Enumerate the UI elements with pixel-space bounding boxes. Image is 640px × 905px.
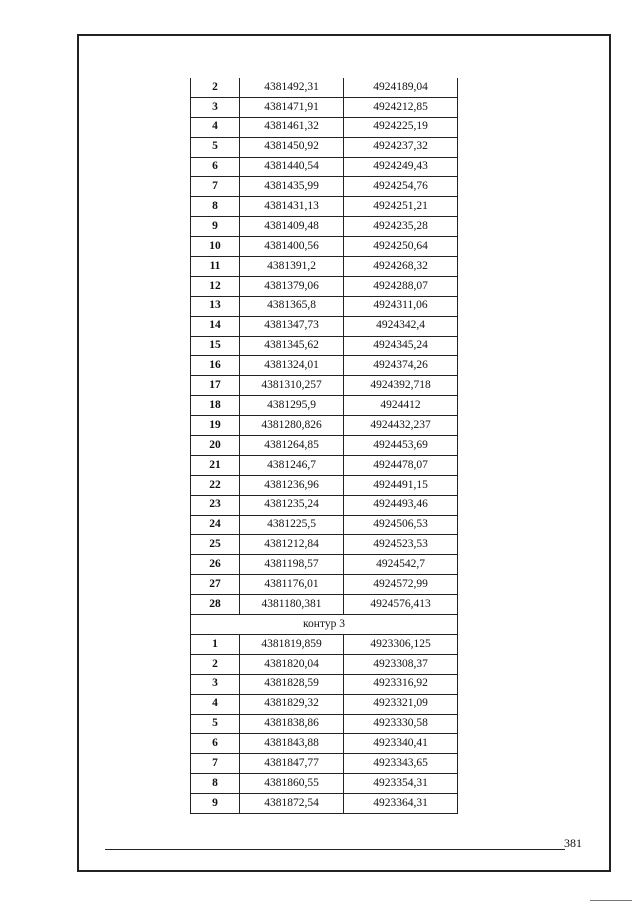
table-row [191,436,458,456]
table-row [191,177,458,197]
y-coordinate-cell: 4924342,4 [344,316,458,336]
y-coordinate-cell: 4924237,32 [344,137,458,157]
y-coordinate-cell: 4924345,24 [344,336,458,356]
point-number-cell: 3 [191,97,240,117]
point-number-cell: 7 [191,177,240,197]
point-number-cell: 9 [191,794,240,814]
x-coordinate-cell: 4381246,7 [240,455,344,475]
y-coordinate-cell: 4924412 [344,396,458,416]
y-coordinate-cell: 4924250,64 [344,237,458,257]
point-number-cell: 21 [191,455,240,475]
point-number-cell: 27 [191,575,240,595]
point-number-cell: 18 [191,396,240,416]
table-row [191,78,458,97]
x-coordinate-cell: 4381440,54 [240,157,344,177]
y-coordinate-cell: 4924506,53 [344,515,458,535]
table-row [191,416,458,436]
table-row [191,137,458,157]
point-number-cell: 26 [191,555,240,575]
table-row [191,336,458,356]
y-coordinate-cell: 4924572,99 [344,575,458,595]
table-row [191,117,458,137]
y-coordinate-cell: 4924235,28 [344,217,458,237]
y-coordinate-cell: 4924392,718 [344,376,458,396]
point-number-cell: 28 [191,595,240,615]
point-number-cell: 11 [191,257,240,277]
point-number-cell: 20 [191,436,240,456]
point-number-cell: 22 [191,475,240,495]
point-number-cell: 24 [191,515,240,535]
y-coordinate-cell: 4923306,125 [344,634,458,654]
x-coordinate-cell: 4381180,381 [240,595,344,615]
coordinates-table-body [191,78,458,813]
x-coordinate-cell: 4381280,826 [240,416,344,436]
table-row [191,654,458,674]
x-coordinate-cell: 4381391,2 [240,257,344,277]
x-coordinate-cell: 4381176,01 [240,575,344,595]
table-row [191,396,458,416]
y-coordinate-cell: 4923343,65 [344,754,458,774]
x-coordinate-cell: 4381225,5 [240,515,344,535]
table-row [191,296,458,316]
point-number-cell: 5 [191,137,240,157]
x-coordinate-cell: 4381860,55 [240,774,344,794]
x-coordinate-cell: 4381409,48 [240,217,344,237]
table-row [191,515,458,535]
table-row [191,634,458,654]
point-number-cell: 9 [191,217,240,237]
y-coordinate-cell: 4924249,43 [344,157,458,177]
x-coordinate-cell: 4381435,99 [240,177,344,197]
y-coordinate-cell: 4923308,37 [344,654,458,674]
point-number-cell: 8 [191,774,240,794]
x-coordinate-cell: 4381345,62 [240,336,344,356]
point-number-cell: 23 [191,495,240,515]
table-row [191,97,458,117]
x-coordinate-cell: 4381264,85 [240,436,344,456]
x-coordinate-cell: 4381198,57 [240,555,344,575]
y-coordinate-cell: 4924542,7 [344,555,458,575]
x-coordinate-cell: 4381235,24 [240,495,344,515]
y-coordinate-cell: 4923321,09 [344,694,458,714]
y-coordinate-cell: 4924254,76 [344,177,458,197]
y-coordinate-cell: 4924491,15 [344,475,458,495]
point-number-cell: 2 [191,654,240,674]
y-coordinate-cell: 4924453,69 [344,436,458,456]
x-coordinate-cell: 4381365,8 [240,296,344,316]
x-coordinate-cell: 4381450,92 [240,137,344,157]
x-coordinate-cell: 4381872,54 [240,794,344,814]
point-number-cell: 10 [191,237,240,257]
point-number-cell: 13 [191,296,240,316]
x-coordinate-cell: 4381461,32 [240,117,344,137]
table-row [191,734,458,754]
table-row [191,356,458,376]
table-row [191,595,458,615]
x-coordinate-cell: 4381492,31 [240,78,344,97]
table-row [191,555,458,575]
point-number-cell: 4 [191,694,240,714]
y-coordinate-cell: 4924432,237 [344,416,458,436]
y-coordinate-cell: 4923340,41 [344,734,458,754]
point-number-cell: 17 [191,376,240,396]
table-row [191,237,458,257]
point-number-cell: 2 [191,78,240,97]
table-row [191,157,458,177]
y-coordinate-cell: 4923364,31 [344,794,458,814]
table-row [191,197,458,217]
table-row [191,257,458,277]
y-coordinate-cell: 4924212,85 [344,97,458,117]
x-coordinate-cell: 4381471,91 [240,97,344,117]
y-coordinate-cell: 4924268,32 [344,257,458,277]
table-row [191,774,458,794]
y-coordinate-cell: 4924576,413 [344,595,458,615]
table-row [191,714,458,734]
x-coordinate-cell: 4381347,73 [240,316,344,336]
point-number-cell: 14 [191,316,240,336]
x-coordinate-cell: 4381847,77 [240,754,344,774]
footer-rule [105,849,565,850]
x-coordinate-cell: 4381829,32 [240,694,344,714]
point-number-cell: 4 [191,117,240,137]
x-coordinate-cell: 4381838,86 [240,714,344,734]
x-coordinate-cell: 4381212,84 [240,535,344,555]
table-row [191,455,458,475]
x-coordinate-cell: 4381379,06 [240,276,344,296]
x-coordinate-cell: 4381400,56 [240,237,344,257]
x-coordinate-cell: 4381431,13 [240,197,344,217]
x-coordinate-cell: 4381236,96 [240,475,344,495]
point-number-cell: 12 [191,276,240,296]
y-coordinate-cell: 4924311,06 [344,296,458,316]
x-coordinate-cell: 4381819,859 [240,634,344,654]
y-coordinate-cell: 4924478,07 [344,455,458,475]
section-row [191,615,458,635]
table-row [191,575,458,595]
table-row [191,794,458,814]
corner-line [590,900,632,901]
point-number-cell: 15 [191,336,240,356]
y-coordinate-cell: 4923330,58 [344,714,458,734]
x-coordinate-cell: 4381295,9 [240,396,344,416]
y-coordinate-cell: 4923316,92 [344,674,458,694]
x-coordinate-cell: 4381843,88 [240,734,344,754]
point-number-cell: 1 [191,634,240,654]
y-coordinate-cell: 4924288,07 [344,276,458,296]
y-coordinate-cell: 4924251,21 [344,197,458,217]
y-coordinate-cell: 4924225,19 [344,117,458,137]
point-number-cell: 8 [191,197,240,217]
table-row [191,694,458,714]
x-coordinate-cell: 4381324,01 [240,356,344,376]
point-number-cell: 6 [191,734,240,754]
point-number-cell: 5 [191,714,240,734]
table-row [191,475,458,495]
y-coordinate-cell: 4924374,26 [344,356,458,376]
point-number-cell: 7 [191,754,240,774]
table-row [191,217,458,237]
point-number-cell: 6 [191,157,240,177]
point-number-cell: 19 [191,416,240,436]
point-number-cell: 3 [191,674,240,694]
y-coordinate-cell: 4924493,46 [344,495,458,515]
y-coordinate-cell: 4924523,53 [344,535,458,555]
table-row [191,754,458,774]
x-coordinate-cell: 4381828,59 [240,674,344,694]
table-row [191,674,458,694]
coordinates-table [190,78,458,814]
table-row [191,535,458,555]
table-row [191,495,458,515]
x-coordinate-cell: 4381310,257 [240,376,344,396]
page-number: 381 [564,836,582,850]
table-row [191,316,458,336]
x-coordinate-cell: 4381820,04 [240,654,344,674]
point-number-cell: 16 [191,356,240,376]
section-title: контур 3 [191,615,458,635]
y-coordinate-cell: 4924189,04 [344,78,458,97]
point-number-cell: 25 [191,535,240,555]
table-row [191,276,458,296]
y-coordinate-cell: 4923354,31 [344,774,458,794]
table-row [191,376,458,396]
